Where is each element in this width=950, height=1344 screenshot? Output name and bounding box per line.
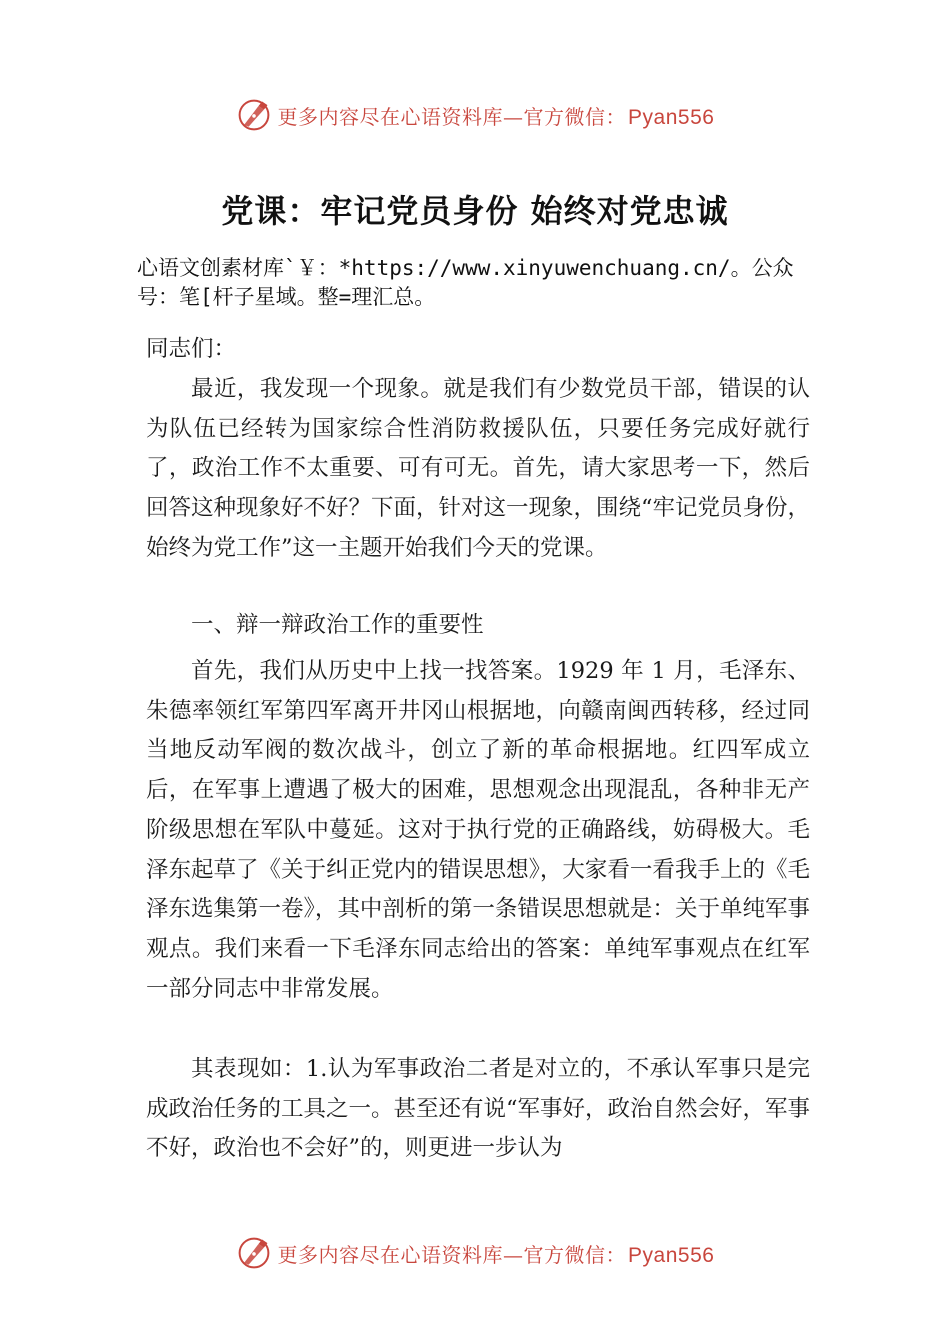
paragraph-intro <box>146 370 810 569</box>
watermark-text: 更多内容尽在心语资料库—官方微信：Pyan556 <box>277 1242 715 1267</box>
wechat-id: Pyan556 <box>628 1243 715 1267</box>
paragraph-manifestation <box>146 1050 810 1169</box>
pen-nib-logo-icon <box>236 1235 272 1271</box>
section-heading <box>146 606 810 646</box>
header-watermark <box>0 95 950 135</box>
paragraph: 最近，我发现一个现象。就是我们有少数党员干部，错误的认为队伍已经转为国家综合性消防救援队伍，只要任务完成好就行了，政治工作不太重要、可有可无。首先，请大家思考一下，然后回答这种现象好不好？下面，针对这一现象，围绕“牢记党员身份，始终为党工作”这一主题开始我们今天的党课。 <box>146 376 811 561</box>
document-title: 党课：牢记党员身份 始终对党忠诚 <box>221 192 729 230</box>
salutation: 同志们： <box>146 336 237 362</box>
paragraph-history <box>146 652 810 1009</box>
watermark-text: 更多内容尽在心语资料库—官方微信：Pyan556 <box>277 104 715 129</box>
heading-text: 一、辩一辩政治工作的重要性 <box>191 612 484 638</box>
footer-watermark <box>0 1233 950 1273</box>
paragraph: 其表现如：1.认为军事政治二者是对立的，不承认军事只是完成政治任务的工具之一。甚至还有说“军事好，政治自然会好，军事不好，政治也不会好”的，则更进一步认为 <box>146 1056 811 1162</box>
wechat-id: Pyan556 <box>628 105 715 129</box>
pen-nib-logo-icon <box>236 97 272 133</box>
paragraph: 首先，我们从历史中上找一找答案。1929 年 1 月，毛泽东、朱德率领红军第四军离开井冈山根据地，向赣南闽西转移，经过同当地反动军阀的数次战斗，创立了新的革命根据地。红四军成立后，在军事上遭遇了极大的困难，思想观念出现混乱，各种非无产阶级思想在军队中蔓延。这对于执行党的正确路线，妨碍极大。毛泽东起草了《关于纠正党内的错误思想》，大家看一看我手上的《毛泽东选集第一卷》，其中剖析的第一条错误思想就是：关于单纯军事观点。我们来看一下毛泽东同志给出的答案：单纯军事观点在红军一部分同志中非常发展。 <box>146 658 810 1002</box>
source-note: 心语文创素材库`￥：*https://www.xinyuwenchuang.cn/。公众号：笔[杆子星域。整=理汇总。 <box>137 256 794 309</box>
